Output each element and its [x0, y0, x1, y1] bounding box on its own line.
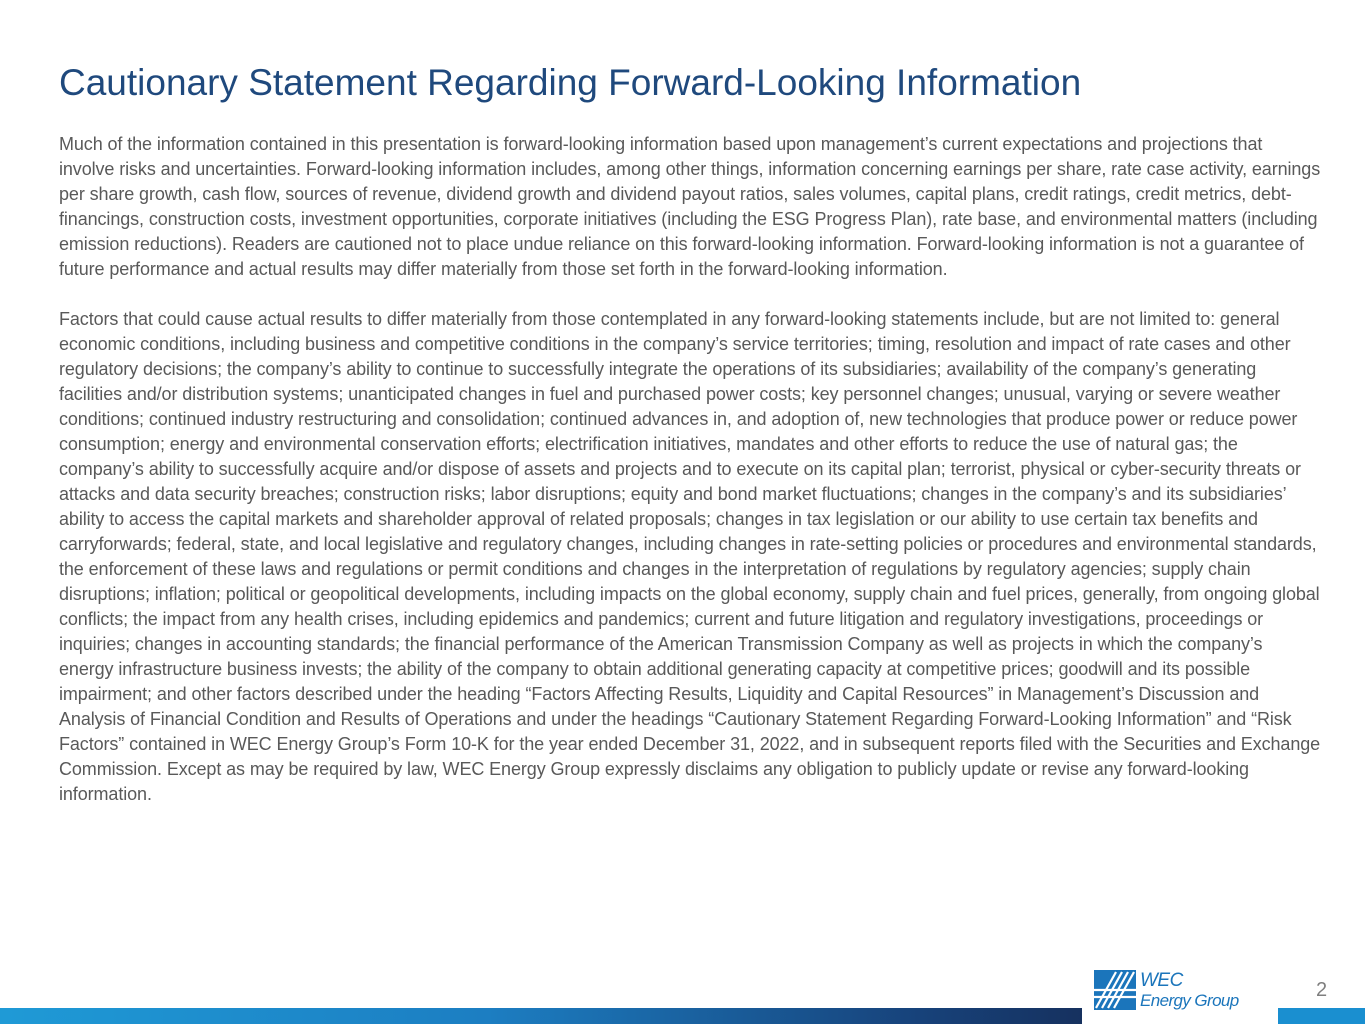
- wec-logo-icon: [1094, 970, 1136, 1010]
- page-number: 2: [1316, 979, 1328, 1001]
- disclaimer-body: [59, 132, 1321, 832]
- logo-text-energy-group: Energy Group: [1140, 991, 1239, 1010]
- footer-gradient-bar: [0, 1008, 1082, 1024]
- disclaimer-paragraph-intro: Much of the information contained in this presentation is forward-looking information based upon management’s current expectations and projections that involve risks and uncertainties. Forward-looking information includes, among other things, information concerning earnings per share, rate case activity, earnings per share growth, cash flow, sources of revenue, dividend growth and dividend payout ratios, sales volumes, capital plans, credit ratings, credit metrics, debt-financings, construction costs, investment opportunities, corporate initiatives (including the ESG Progress Plan), rate base, and environmental matters (including emission reductions). Readers are cautioned not to place undue reliance on this forward-looking information. Forward-looking information is not a guarantee of future performance and actual results may differ materially from those set forth in the forward-looking information.: [59, 134, 1321, 279]
- slide-title: Cautionary Statement Regarding Forward-Looking Information: [59, 62, 1082, 103]
- footer-accent-bar: [1278, 1008, 1365, 1024]
- disclaimer-paragraph-factors: Factors that could cause actual results to differ materially from those contemplated in any forward-looking statements include, but are not limited to: general economic conditions, including business and competitive conditions in the company’s service territories; timing, resolution and impact of rate cases and other regulatory decisions; the company’s ability to continue to successfully integrate the operations of its subsidiaries; availability of the company’s generating facilities and/or distribution systems; unanticipated changes in fuel and purchased power costs; key personnel changes; unusual, varying or severe weather conditions; continued industry restructuring and consolidation; continued advances in, and adoption of, new technologies that produce power or reduce power consumption; energy and environmental conservation efforts; electrification initiatives, mandates and other efforts to reduce the use of natural gas; the company’s ability to successfully acquire and/or dispose of assets and projects and to execute on its capital plan; terrorist, physical or cyber-security threats or attacks and data security breaches; construction risks; labor disruptions; equity and bond market fluctuations; changes in the company’s and its subsidiaries’ ability to access the capital markets and shareholder approval of related proposals; changes in tax legislation or our ability to use certain tax benefits and carryforwards; federal, state, and local legislative and regulatory changes, including changes in rate-setting policies or procedures and environmental standards, the enforcement of these laws and regulations or permit conditions and changes in the interpretation of regulations by regulatory agencies; supply chain disruptions; inflation; political or geopolitical developments, including impacts on the global economy, supply chain and fuel prices, generally, from ongoing global conflicts; the impact from any health crises, including epidemics and pandemics; current and future litigation and regulatory investigations, proceedings or inquiries; changes in accounting standards; the financial performance of the American Transmission Company as well as projects in which the company’s energy infrastructure business invests; the ability of the company to obtain additional generating capacity at competitive prices; goodwill and its possible impairment; and other factors described under the heading “Factors Affecting Results, Liquidity and Capital Resources” in Management’s Discussion and Analysis of Financial Condition and Results of Operations and under the headings “Cautionary Statement Regarding Forward-Looking Information” and “Risk Factors” contained in WEC Energy Group’s Form 10-K for the year ended December 31, 2022, and in subsequent reports filed with the Securities and Exchange Commission. Except as may be required by law, WEC Energy Group expressly disclaims any obligation to publicly update or revise any forward-looking information.: [59, 309, 1321, 804]
- wec-energy-group-logo: [1094, 970, 1264, 1012]
- logo-text-wec: WEC: [1140, 970, 1183, 991]
